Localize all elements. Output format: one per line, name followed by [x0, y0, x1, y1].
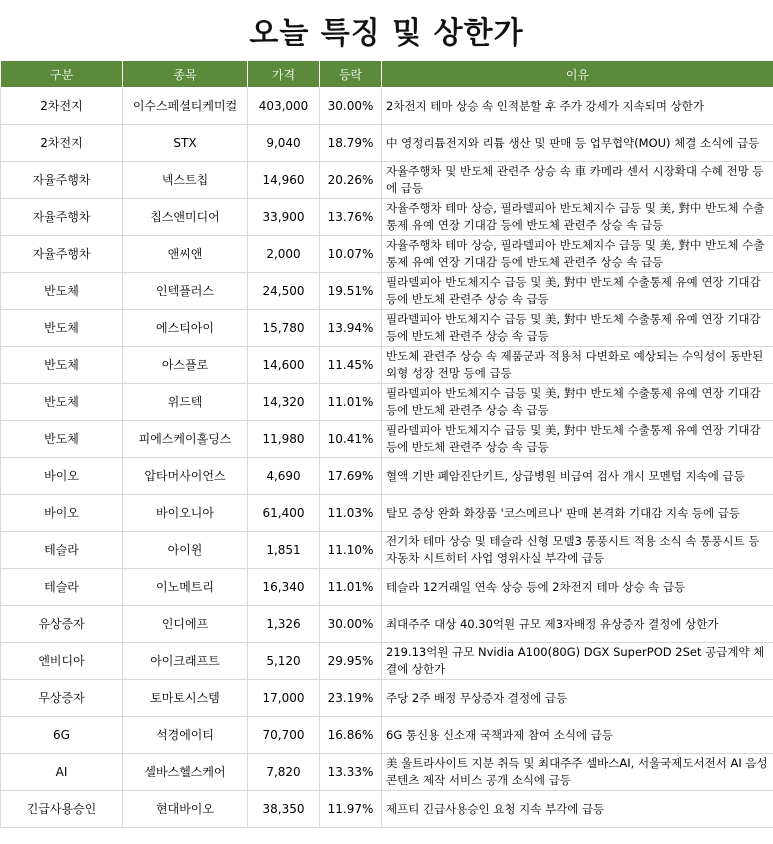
- cell-price: 14,320: [248, 384, 320, 421]
- cell-sector: 2차전지: [1, 125, 123, 162]
- cell-price: 33,900: [248, 199, 320, 236]
- cell-sector: 바이오: [1, 495, 123, 532]
- cell-price: 17,000: [248, 680, 320, 717]
- cell-change: 11.45%: [320, 347, 382, 384]
- table-row: [1, 347, 773, 384]
- cell-sector: 2차전지: [1, 88, 123, 125]
- cell-reason: 탈모 증상 완화 화장품 '코스메르나' 판매 본격화 기대감 지속 등에 급등: [382, 495, 773, 532]
- table-row: [1, 643, 773, 680]
- cell-change: 11.03%: [320, 495, 382, 532]
- column-header-reason: 이유: [382, 61, 773, 88]
- cell-reason: 자율주행차 및 반도체 관련주 상승 속 車 카메라 센서 시장확대 수혜 전망 등에 급등: [382, 162, 773, 199]
- cell-reason: 219.13억원 규모 Nvidia A100(80G) DGX SuperPOD 2Set 공급계약 체결에 상한가: [382, 643, 773, 680]
- cell-price: 38,350: [248, 791, 320, 828]
- cell-price: 403,000: [248, 88, 320, 125]
- cell-sector: 무상증자: [1, 680, 123, 717]
- cell-reason: 최대주주 대상 40.30억원 규모 제3자배정 유상증자 결정에 상한가: [382, 606, 773, 643]
- cell-price: 4,690: [248, 458, 320, 495]
- cell-sector: 바이오: [1, 458, 123, 495]
- cell-stock: 아이윈: [123, 532, 248, 569]
- column-header-price: 가격: [248, 61, 320, 88]
- cell-sector: 반도체: [1, 310, 123, 347]
- table-row: [1, 680, 773, 717]
- cell-change: 11.01%: [320, 384, 382, 421]
- cell-change: 19.51%: [320, 273, 382, 310]
- table-row: [1, 88, 773, 125]
- cell-price: 14,960: [248, 162, 320, 199]
- cell-reason: 자율주행차 테마 상승, 필라델피아 반도체지수 급등 및 美, 對中 반도체 수출통제 유예 연장 기대감 등에 반도체 관련주 상승 속 급등: [382, 236, 773, 273]
- cell-reason: 혈액 기반 폐암진단키트, 상급병원 비급여 검사 개시 모멘텀 지속에 급등: [382, 458, 773, 495]
- cell-change: 17.69%: [320, 458, 382, 495]
- cell-change: 30.00%: [320, 606, 382, 643]
- table-row: [1, 162, 773, 199]
- table-row: [1, 125, 773, 162]
- cell-price: 11,980: [248, 421, 320, 458]
- cell-sector: AI: [1, 754, 123, 791]
- cell-change: 16.86%: [320, 717, 382, 754]
- cell-sector: 유상증자: [1, 606, 123, 643]
- cell-change: 10.07%: [320, 236, 382, 273]
- cell-reason: 제프티 긴급사용승인 요청 지속 부각에 급등: [382, 791, 773, 828]
- cell-change: 11.10%: [320, 532, 382, 569]
- cell-change: 11.01%: [320, 569, 382, 606]
- cell-price: 9,040: [248, 125, 320, 162]
- cell-reason: 주당 2주 배정 무상증자 결정에 급등: [382, 680, 773, 717]
- cell-change: 13.33%: [320, 754, 382, 791]
- cell-reason: 테슬라 12거래일 연속 상승 등에 2차전지 테마 상승 속 급등: [382, 569, 773, 606]
- cell-price: 61,400: [248, 495, 320, 532]
- table-row: [1, 569, 773, 606]
- table-row: [1, 791, 773, 828]
- cell-sector: 테슬라: [1, 532, 123, 569]
- cell-stock: STX: [123, 125, 248, 162]
- cell-price: 70,700: [248, 717, 320, 754]
- cell-change: 13.76%: [320, 199, 382, 236]
- column-header-stock: 종목: [123, 61, 248, 88]
- cell-sector: 테슬라: [1, 569, 123, 606]
- cell-reason: 자율주행차 테마 상승, 필라델피아 반도체지수 급등 및 美, 對中 반도체 수출통제 유예 연장 기대감 등에 반도체 관련주 상승 속 급등: [382, 199, 773, 236]
- cell-change: 18.79%: [320, 125, 382, 162]
- cell-stock: 셀바스헬스케어: [123, 754, 248, 791]
- cell-sector: 반도체: [1, 421, 123, 458]
- column-header-change: 등락: [320, 61, 382, 88]
- cell-reason: 2차전지 테마 상승 속 인적분할 후 주가 강세가 지속되며 상한가: [382, 88, 773, 125]
- table-row: [1, 458, 773, 495]
- cell-price: 24,500: [248, 273, 320, 310]
- cell-reason: 필라델피아 반도체지수 급등 및 美, 對中 반도체 수출통제 유예 연장 기대감 등에 반도체 관련주 상승 속 급등: [382, 384, 773, 421]
- cell-change: 29.95%: [320, 643, 382, 680]
- cell-reason: 전기차 테마 상승 및 테슬라 신형 모델3 통풍시트 적용 소식 속 통풍시트 등 자동차 시트히터 사업 영위사실 부각에 급등: [382, 532, 773, 569]
- cell-stock: 이노메트리: [123, 569, 248, 606]
- table-row: [1, 532, 773, 569]
- cell-change: 20.26%: [320, 162, 382, 199]
- column-header-sector: 구분: [1, 61, 123, 88]
- table-row: [1, 606, 773, 643]
- cell-change: 23.19%: [320, 680, 382, 717]
- cell-change: 13.94%: [320, 310, 382, 347]
- cell-stock: 인디에프: [123, 606, 248, 643]
- cell-sector: 자율주행차: [1, 236, 123, 273]
- cell-stock: 아스플로: [123, 347, 248, 384]
- table-row: [1, 199, 773, 236]
- cell-stock: 위드텍: [123, 384, 248, 421]
- cell-stock: 칩스앤미디어: [123, 199, 248, 236]
- table-row: [1, 384, 773, 421]
- cell-stock: 석경에이티: [123, 717, 248, 754]
- cell-reason: 반도체 관련주 상승 속 제품군과 적용처 다변화로 예상되는 수익성이 동반된 외형 성장 전망 등에 급등: [382, 347, 773, 384]
- cell-sector: 긴급사용승인: [1, 791, 123, 828]
- cell-price: 15,780: [248, 310, 320, 347]
- cell-reason: 필라델피아 반도체지수 급등 및 美, 對中 반도체 수출통제 유예 연장 기대감 등에 반도체 관련주 상승 속 급등: [382, 273, 773, 310]
- table-row: [1, 717, 773, 754]
- table-row: [1, 754, 773, 791]
- cell-reason: 6G 통신용 신소재 국책과제 참여 소식에 급등: [382, 717, 773, 754]
- cell-sector: 엔비디아: [1, 643, 123, 680]
- cell-price: 7,820: [248, 754, 320, 791]
- cell-change: 30.00%: [320, 88, 382, 125]
- cell-stock: 토마토시스템: [123, 680, 248, 717]
- cell-price: 2,000: [248, 236, 320, 273]
- table-row: [1, 310, 773, 347]
- page-title: 오늘 특징 및 상한가: [249, 16, 524, 51]
- cell-change: 10.41%: [320, 421, 382, 458]
- cell-reason: 필라델피아 반도체지수 급등 및 美, 對中 반도체 수출통제 유예 연장 기대감 등에 반도체 관련주 상승 속 급등: [382, 310, 773, 347]
- cell-stock: 바이오니아: [123, 495, 248, 532]
- table-row: [1, 495, 773, 532]
- cell-price: 1,851: [248, 532, 320, 569]
- cell-stock: 이수스페셜티케미컬: [123, 88, 248, 125]
- stock-table: [0, 60, 773, 828]
- cell-sector: 반도체: [1, 273, 123, 310]
- cell-sector: 반도체: [1, 384, 123, 421]
- cell-stock: 피에스케이홀딩스: [123, 421, 248, 458]
- cell-stock: 압타머사이언스: [123, 458, 248, 495]
- cell-price: 1,326: [248, 606, 320, 643]
- cell-sector: 자율주행차: [1, 199, 123, 236]
- cell-price: 16,340: [248, 569, 320, 606]
- cell-stock: 에스티아이: [123, 310, 248, 347]
- table-row: [1, 236, 773, 273]
- cell-stock: 현대바이오: [123, 791, 248, 828]
- table-header-row: [1, 61, 773, 88]
- cell-stock: 넥스트칩: [123, 162, 248, 199]
- cell-sector: 6G: [1, 717, 123, 754]
- cell-sector: 자율주행차: [1, 162, 123, 199]
- table-row: [1, 421, 773, 458]
- cell-reason: 中 영정리튬전지와 리튬 생산 및 판매 등 업무협약(MOU) 체결 소식에 급등: [382, 125, 773, 162]
- cell-price: 14,600: [248, 347, 320, 384]
- cell-change: 11.97%: [320, 791, 382, 828]
- cell-reason: 필라델피아 반도체지수 급등 및 美, 對中 반도체 수출통제 유예 연장 기대감 등에 반도체 관련주 상승 속 급등: [382, 421, 773, 458]
- cell-stock: 인텍플러스: [123, 273, 248, 310]
- cell-sector: 반도체: [1, 347, 123, 384]
- cell-price: 5,120: [248, 643, 320, 680]
- cell-stock: 아이크래프트: [123, 643, 248, 680]
- cell-stock: 앤씨앤: [123, 236, 248, 273]
- table-row: [1, 273, 773, 310]
- cell-reason: 美 울트라사이트 지분 취득 및 최대주주 셀바스AI, 서울국제도서전서 AI 음성 콘텐츠 제작 서비스 공개 소식에 급등: [382, 754, 773, 791]
